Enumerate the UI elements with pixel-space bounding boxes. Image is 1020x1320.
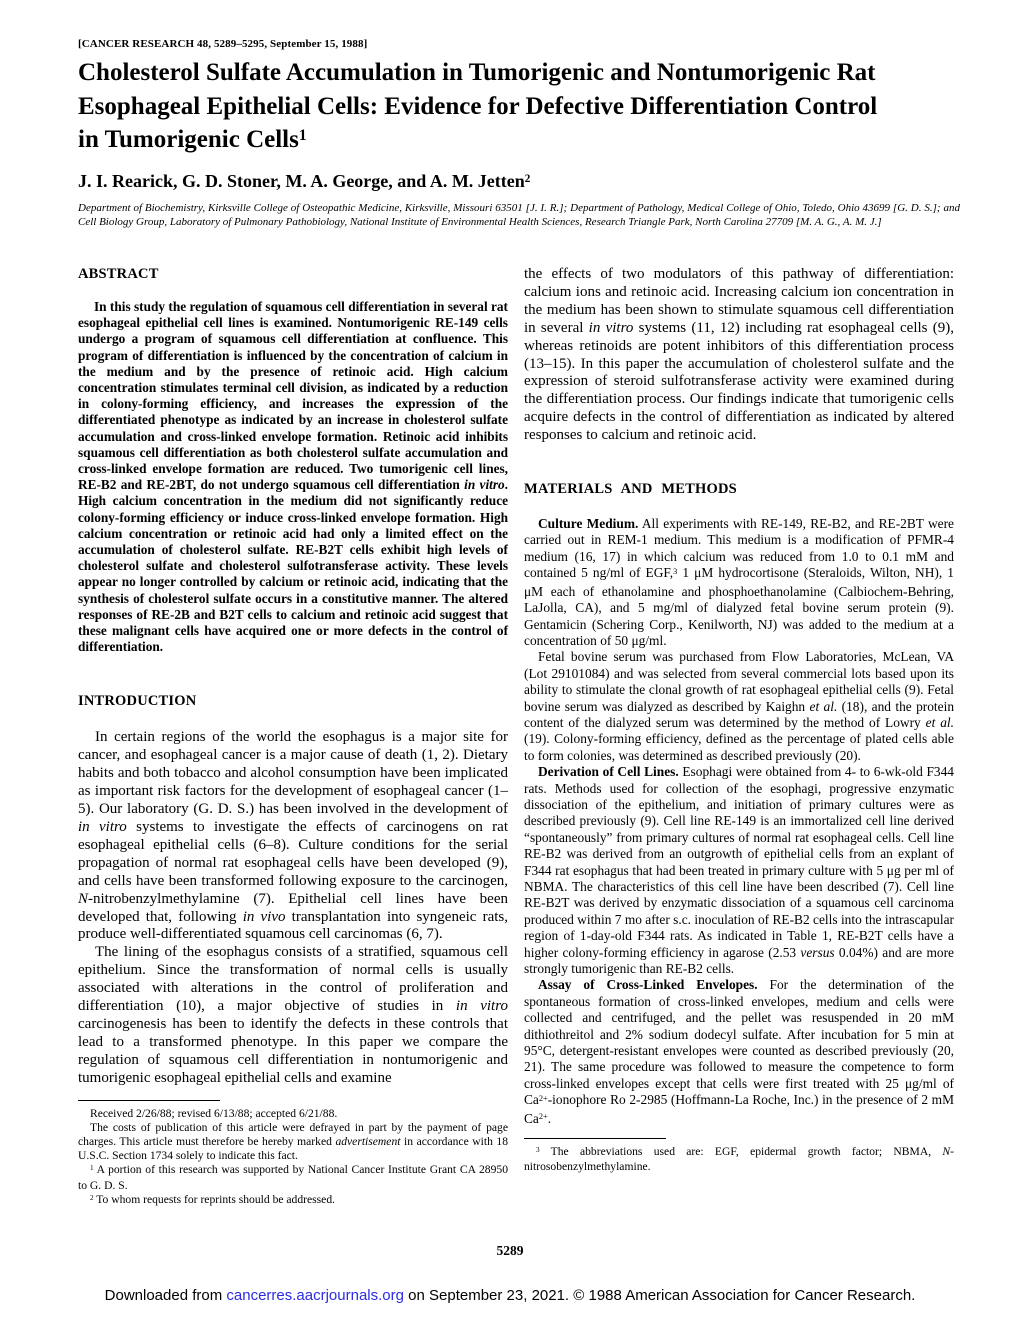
page-number: 5289 <box>496 1243 524 1258</box>
introduction-paragraph: The lining of the esophagus consists of a stratified, squamous cell epithelium. Since the transformation of normal cells is usually associated with alterations in the control of proliferation and differentiation (10), a major objective of studies in in vitro carcinogenesis has been to identify the defects in these controls that lead to a transformed phenotype. In this paper we compare the regulation of squamous cell differentiation in nontumorigenic and tumorigenic esophageal epithelial cells and examine <box>78 944 508 1086</box>
right-column <box>524 266 954 1175</box>
abstract-heading: ABSTRACT <box>78 266 159 282</box>
affiliations: Department of Biochemistry, Kirksville College of Osteopathic Medicine, Kirksville, Missouri 63501 [J. I. R.]; Department of Pathology, Medical College of Ohio, Toledo, Ohio 43699 [G. D. S.]; and Cell Biology Group, Laboratory of Pulmonary Pathobiology, National Institute of Environmental Health Sciences, Research Triangle Park, North Carolina 27709 [M. A. G., A. M. J.] <box>78 202 960 228</box>
footnote-abbreviations: $^3$ The abbreviations used are: EGF, epidermal growth factor; NBMA, N-nitrosobenzylmethylamine. <box>524 1145 954 1174</box>
article-title-line: Esophageal Epithelial Cells: Evidence for Defective Differentiation Control <box>78 92 878 120</box>
footnote-received: Received 2/26/88; revised 6/13/88; accepted 6/21/88. <box>90 1106 338 1120</box>
methods-paragraph: Derivation of Cell Lines. Esophagi were obtained from 4- to 6-wk-old F344 rats. Methods used for collection of the esophagi, progressive enzymatic dissociation of the epithelium, and initiation of primary cultures were as described previously (9). Cell line RE-149 is an immortalized cell line derived “spontaneously” from primary cultures of normal rat esophageal cells. Cell line RE-B2 was derived from an outgrowth of epithelial cells from an explant of F344 rat esophagus that had been treated in primary culture with 5 μg per ml of NBMA. The characteristics of this cell line have been described (7). Cell line RE-B2T was derived by enzymatic dissociation of a squamous cell carcinoma produced within 7 mo after s.c. inoculation of RE-B2 cells into the intrascapular region of 1-day-old F344 rats. As indicated in Table 1, RE-B2T cells have a higher colony-forming efficiency in agarose (2.53 versus 0.04%) and are more strongly tumorigenic than RE-B2 cells. <box>524 764 955 977</box>
introduction-paragraph: In certain regions of the world the esophagus is a major site for cancer, and esophageal cancer is a major cause of death (1, 2). Dietary habits and both tobacco and alcohol consumption have been implicated as important risk factors for the development of esophageal cancer (1–5). Our laboratory (G. D. S.) has been involved in the development of in vitro systems to investigate the effects of carcinogens on rat esophageal epithelial cells (6–8). Culture conditions for the serial propagation of normal rat esophageal cells have been developed (9), and cells have been transformed following exposure to the carcinogen, N-nitrobenzylmethylamine (7). Epithelial cell lines have been developed that, following in vivo transplantation into syngeneic rats, produce well-differentiated squamous cell carcinomas (6, 7). <box>78 729 508 943</box>
footnote-divider <box>78 1100 220 1101</box>
download-notice <box>0 1286 1020 1305</box>
article-title-line: Cholesterol Sulfate Accumulation in Tumorigenic and Nontumorigenic Rat <box>78 59 876 86</box>
footnote-costs: The costs of publication of this article were defrayed in part by the payment of page charges. This article must therefore be hereby marked advertisement in accordance with 18 U.S.C. Section 1734 solely to indicate this fact. <box>78 1120 509 1163</box>
methods-paragraph: Assay of Cross-Linked Envelopes. For the determination of the spontaneous formation of cross-linked envelopes, medium and cells were collected and centrifuged, and the pellet was resuspended in 20 mM dithiothreitol and 2% sodium dodecyl sulfate. After incubation for 5 min at 95°C, detergent-resistant envelopes were counted as described previously (20, 21). The same procedure was followed to measure the competence to form cross-linked envelopes except that cells were first treated with 25 μg/ml of $Ca^{2+}$-ionophore Ro 2-2985 (Hoffmann-La Roche, Inc.) in the presence of 2 mM $Ca^{2+}$. <box>524 977 954 1126</box>
introduction-continuation: the effects of two modulators of this pathway of differentiation: calcium ions and retinoic acid. Increasing calcium ion concentration in the medium has been shown to stimulate squamous cell differentiation in several in vitro systems (11, 12) including rat esophageal cells (9), whereas retinoids are potent inhibitors of this differentiation process (13–15). In this paper the accumulation of cholesterol sulfate and the expression of steroid sulfotransferase activity were examined during the differentiation process. Our findings indicate that tumorigenic cells acquire defects in the control of differentiation as indicated by altered responses to calcium and retinoic acid. <box>524 266 954 444</box>
footer-link[interactable]: cancerres.aacrjournals.org <box>226 1287 404 1304</box>
article-title-line: in Tumorigenic Cells$^1$ <box>78 126 307 153</box>
footnote-reprints: $^2$ To whom requests for reprints should be addressed. <box>90 1192 336 1206</box>
left-column <box>78 266 508 1208</box>
footnote-grant: $^1$ A portion of this research was supported by National Cancer Institute Grant CA 28950 to G. D. S. <box>78 1163 508 1192</box>
article-title <box>78 56 877 160</box>
download-notice-text: Downloaded from cancerres.aacrjournals.org on September 23, 2021. © 1988 American Association for Cancer Research. <box>104 1287 916 1304</box>
introduction-heading: INTRODUCTION <box>78 693 197 710</box>
footnote-divider <box>524 1138 666 1139</box>
methods-paragraph: Fetal bovine serum was purchased from Flow Laboratories, McLean, VA (Lot 29101084) and was selected from several commercial lots based upon its ability to stimulate the clonal growth of rat esophageal epithelial cells (9). Fetal bovine serum was dialyzed as described by Kaighn et al. (18), and the protein content of the dialyzed serum was determined by the method of Lowry et al. (19). Colony-forming efficiency, defined as the percentage of plated cells able to form colonies, was determined as described previously (20). <box>524 649 955 763</box>
author-list: J. I. Rearick, G. D. Stoner, M. A. George, and A. M. Jetten$^2$ <box>78 171 531 191</box>
methods-paragraph: Culture Medium. All experiments with RE-149, RE-B2, and RE-2BT were carried out in REM-1 medium. This medium is a modification of PFMR-4 medium (16, 17) in which calcium was reduced from 1.0 to 0.1 mM and contained 5 ng/ml of EGF,$^3$ 1 μM hydrocortisone (Steraloids, Wilton, NH), 1 μM each of ethanolamine and phosphoethanolamine (Calbiochem-Behring, LaJolla, CA), and 5 mg/ml of dialyzed fetal bovine serum protein (9). Gentamicin (Schering Corp., Kenilworth, NJ) was added to the medium at a concentration of 50 μg/ml. <box>524 516 955 648</box>
abstract-paragraph: In this study the regulation of squamous cell differentiation in several rat esophageal epithelial cell lines is examined. Nontumorigenic RE-149 cells undergo a program of squamous cell differentiation at confluence. This program of differentiation is influenced by the concentration of calcium in the medium and by the presence of retinoic acid. High calcium concentration stimulates terminal cell division, as indicated by a reduction in colony-forming efficiency, and increases the expression of the differentiated phenotype as indicated by an increase in cholesterol sulfate accumulation and cross-linked envelope formation. Retinoic acid inhibits squamous cell differentiation as both cholesterol sulfate accumulation and cross-linked envelope formation are reduced. Two tumorigenic cell lines, RE-B2 and RE-2BT, do not undergo squamous cell differentiation in vitro. High calcium concentration in the medium did not significantly reduce colony-forming efficiency or induce cross-linked envelope formation. High calcium concentration or retinoic acid had only a limited effect on the accumulation of cholesterol sulfate. RE-B2T cells exhibit high levels of cholesterol sulfate and cholesterol sulfotransferase activity. These levels appear no longer controlled by calcium or retinoic acid, indicating that the synthesis of cholesterol sulfate occurs in a constitutive manner. The altered responses of RE-2B and B2T cells to calcium and retinoic acid suggest that these malignant cells have acquired one or more defects in the control of differentiation. <box>78 299 508 655</box>
methods-heading: MATERIALS AND METHODS <box>524 481 737 498</box>
journal-citation: [CANCER RESEARCH 48, 5289–5295, September 15, 1988] <box>78 38 368 50</box>
